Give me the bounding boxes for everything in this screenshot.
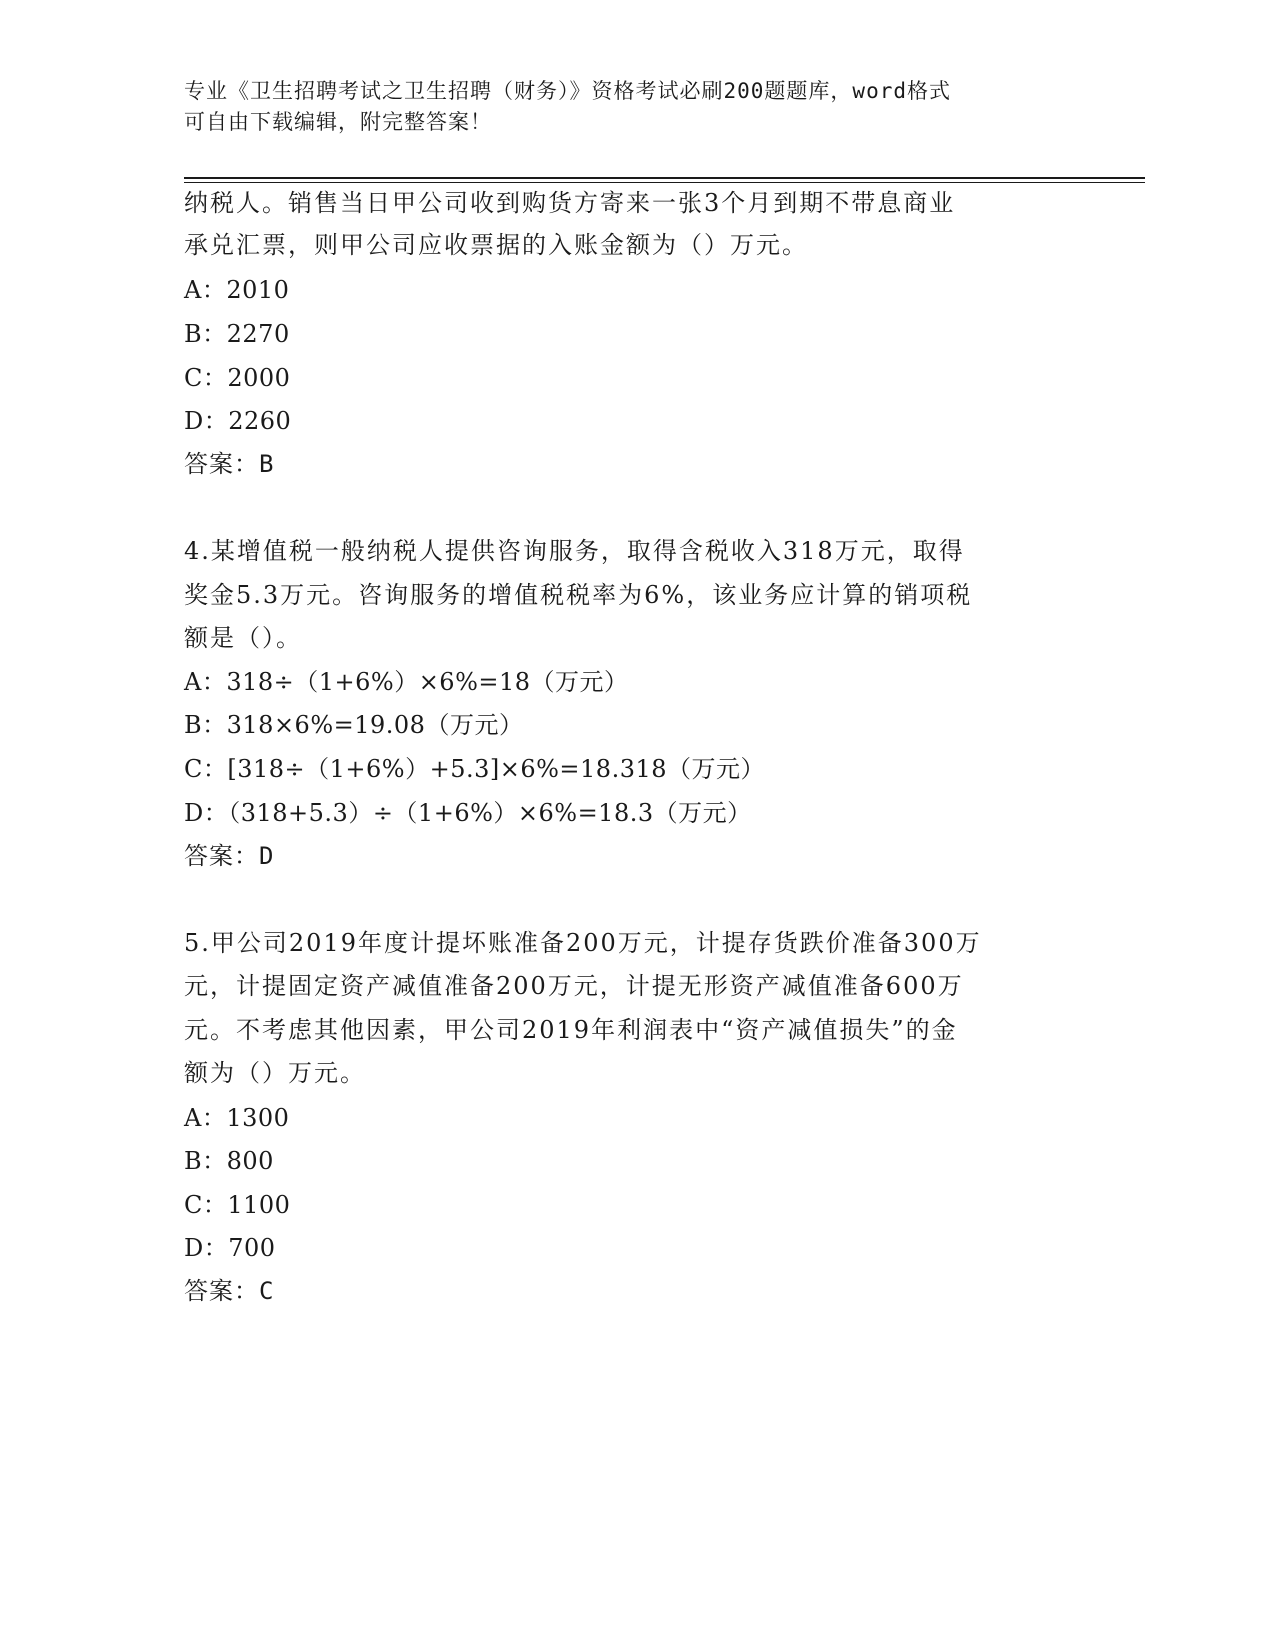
q4-stem-line-2: 奖金5.3万元。咨询服务的增值税税率为6%，该业务应计算的销项税: [184, 581, 973, 609]
q5-option-d: D：700: [184, 1234, 276, 1262]
q5-option-c: C：1100: [184, 1191, 291, 1219]
q5-stem-line-1: 5.甲公司2019年度计提坏账准备200万元，计提存货跌价准备300万: [184, 929, 982, 957]
q5-answer: 答案：C: [184, 1277, 275, 1305]
q5-stem-line-4: 额为（）万元。: [184, 1059, 366, 1087]
q3-option-a: A：2010: [184, 276, 290, 304]
q4-option-a: A：318÷（1+6%）×6%=18（万元）: [184, 668, 629, 696]
document-header: [184, 76, 1064, 138]
header-divider-thick: [184, 177, 1145, 179]
header-title-line-2: 可自由下载编辑，附完整答案！: [184, 110, 492, 134]
q5-stem-line-3: 元。不考虑其他因素，甲公司2019年利润表中“资产减值损失”的金: [184, 1016, 958, 1044]
q3-option-c: C：2000: [184, 364, 291, 392]
q3-stem-line-2: 承兑汇票，则甲公司应收票据的入账金额为（）万元。: [184, 231, 808, 259]
q4-answer: 答案：D: [184, 842, 275, 870]
q3-stem-line-1: 纳税人。销售当日甲公司收到购货方寄来一张3个月到期不带息商业: [184, 189, 956, 217]
header-divider-thin: [184, 182, 1145, 183]
q4-option-c: C：[318÷（1+6%）+5.3]×6%=18.318（万元）: [184, 755, 766, 783]
q5-option-a: A：1300: [184, 1104, 290, 1132]
header-title-line-1: 专业《卫生招聘考试之卫生招聘（财务）》资格考试必刷200题题库，word格式: [184, 79, 951, 103]
q3-option-d: D：2260: [184, 407, 292, 435]
q4-option-b: B：318×6%=19.08（万元）: [184, 711, 524, 739]
q3-option-b: B：2270: [184, 320, 290, 348]
q5-option-b: B：800: [184, 1147, 274, 1175]
q4-stem-line-3: 额是（）。: [184, 624, 302, 652]
q4-option-d: D：（318+5.3）÷（1+6%）×6%=18.3（万元）: [184, 799, 752, 827]
q3-answer: 答案：B: [184, 450, 275, 478]
q5-stem-line-2: 元，计提固定资产减值准备200万元，计提无形资产减值准备600万: [184, 972, 964, 1000]
q4-stem-line-1: 4.某增值税一般纳税人提供咨询服务，取得含税收入318万元，取得: [184, 537, 965, 565]
